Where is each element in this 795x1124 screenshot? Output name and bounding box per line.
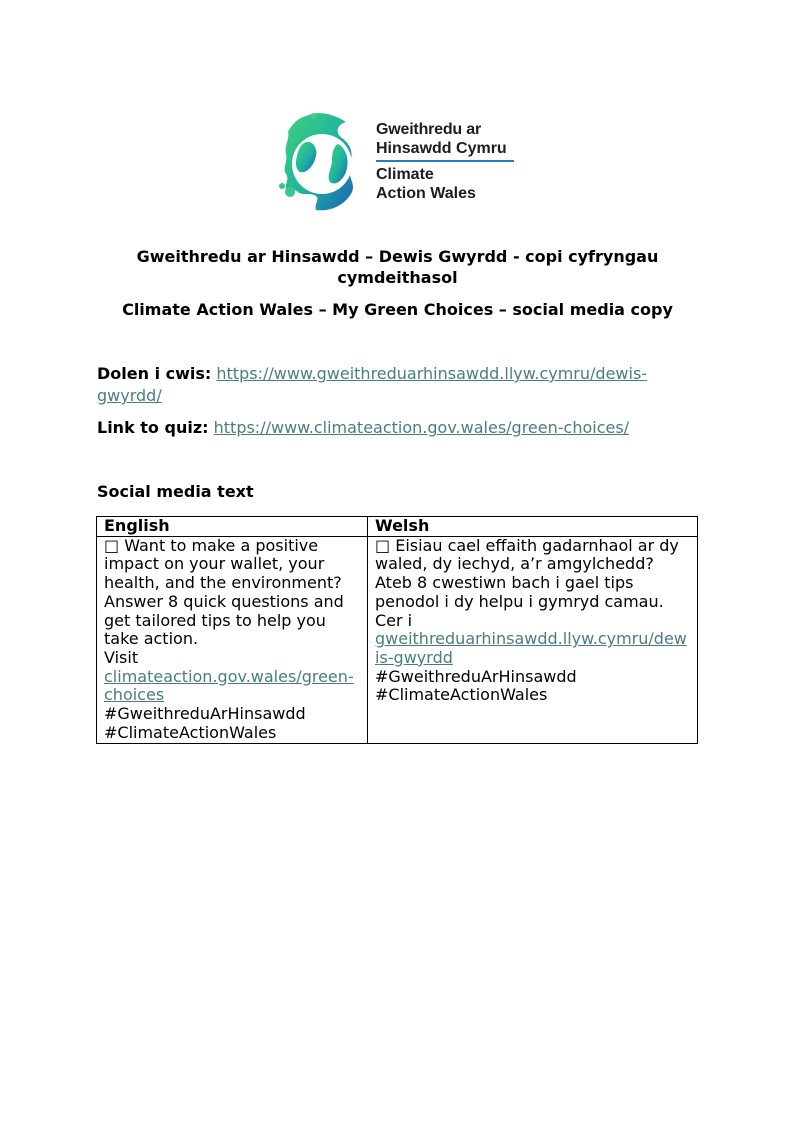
welsh-hashtag-1: #GweithreduArHinsawdd (375, 666, 577, 686)
page-title-english: Climate Action Wales – My Green Choices – social media copy (122, 300, 673, 319)
logo-wordmark (376, 120, 514, 203)
english-cell (97, 536, 368, 744)
logo-line-english-1: Climate (376, 166, 434, 183)
table-header-row (97, 517, 698, 537)
logo-line-welsh-1: Gweithredu ar (376, 121, 481, 138)
quiz-url-welsh[interactable]: https://www.gweithreduarhinsawdd.llyw.cymru/dewis-gwyrdd/ (97, 364, 648, 405)
logo-line-welsh-2: Hinsawdd Cymru (376, 140, 507, 157)
welsh-link[interactable]: gweithreduarhinsawdd.llyw.cymru/dewis-gwyrdd (375, 629, 687, 667)
welsh-hashtag-2: #ClimateActionWales (375, 685, 548, 705)
page-title-welsh: Gweithredu ar Hinsawdd – Dewis Gwyrdd - copi cyfryngau cymdeithasol (136, 247, 659, 287)
social-media-heading: Social media text (97, 482, 254, 501)
welsh-cell (368, 536, 698, 744)
globe-logo-icon (276, 112, 376, 216)
english-hashtag-2: #ClimateActionWales (104, 722, 277, 742)
quiz-link-welsh-label: Dolen i cwis: (97, 364, 212, 383)
english-visit-label: Visit (104, 647, 139, 667)
logo-divider (376, 160, 514, 162)
quiz-url-english[interactable]: https://www.climateaction.gov.wales/green-choices/ (213, 418, 630, 437)
quiz-link-welsh (97, 363, 657, 407)
quiz-link-english-label: Link to quiz: (97, 418, 209, 437)
english-hashtag-1: #GweithreduArHinsawdd (104, 704, 306, 724)
welsh-body-text: □ Eisiau cael effaith gadarnhaol ar dy waled, dy iechyd, a’r amgylchedd? Ateb 8 cwestiwn bach i gael tips penodol i dy helpu i gymryd camau. (375, 535, 679, 611)
social-media-table (96, 516, 698, 744)
column-header-english: English (97, 517, 368, 537)
quiz-link-english (97, 417, 697, 439)
logo-line-english-2: Action Wales (376, 185, 476, 202)
table-row (97, 536, 698, 744)
column-header-welsh: Welsh (368, 517, 698, 537)
climate-action-wales-logo (276, 112, 516, 216)
english-body-text: □ Want to make a positive impact on your wallet, your health, and the environment? Answer 8 quick questions and get tailored tips to help you take action. (104, 535, 344, 649)
english-link[interactable]: climateaction.gov.wales/green-choices (104, 666, 354, 705)
welsh-visit-label: Cer i (375, 610, 413, 630)
